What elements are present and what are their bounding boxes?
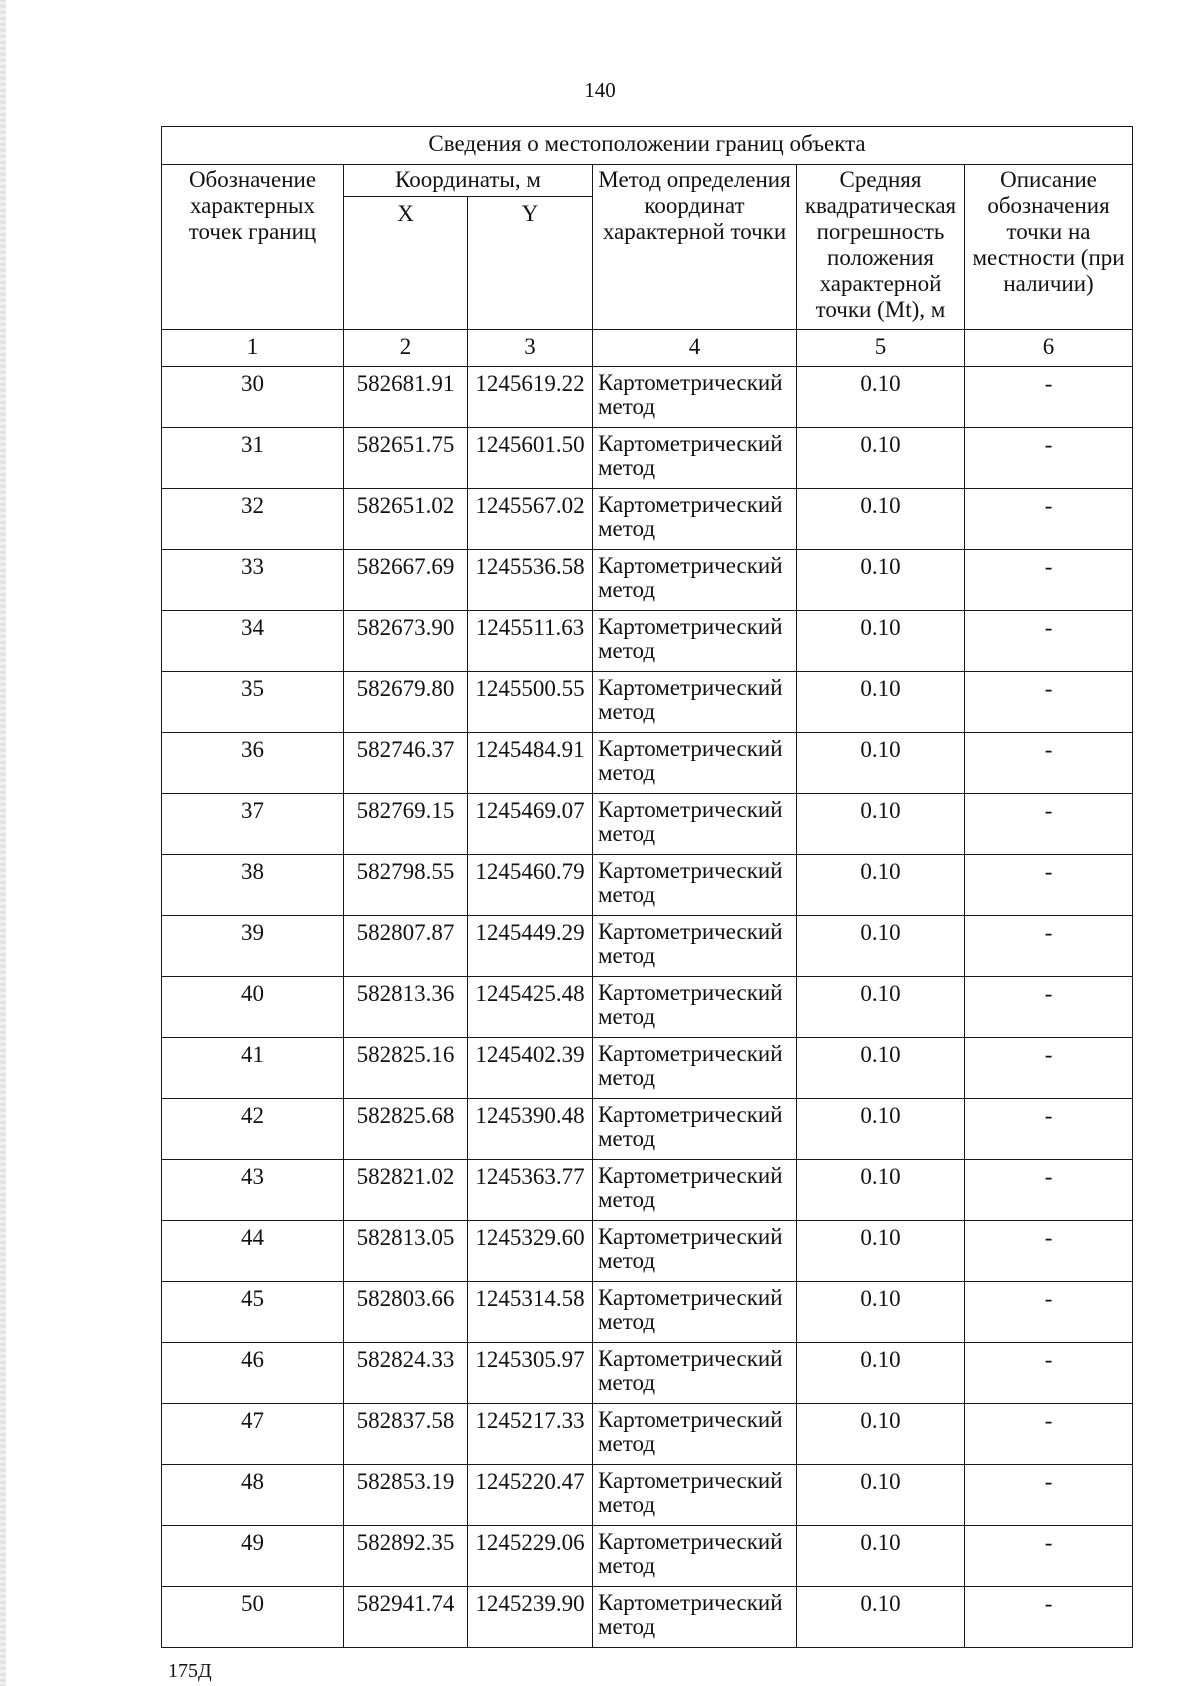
point-cell-text: 33 [241,554,264,579]
method-cell [593,1099,797,1160]
method-cell [593,489,797,550]
x-coordinate-cell-text: 582837.58 [356,1408,455,1433]
x-coordinate-cell-text: 582803.66 [356,1286,455,1311]
method-cell-text: Картометрический метод [598,675,783,724]
column-number: 1 [162,330,344,367]
description-cell [965,733,1133,794]
point-cell-text: 34 [241,615,264,640]
point-cell [162,1160,344,1221]
description-cell-text: - [1044,981,1053,1006]
point-cell [162,1587,344,1648]
error-cell-text: 0.10 [860,737,901,762]
table-row [162,855,1133,916]
y-coordinate-cell [468,855,593,916]
y-coordinate-cell-text: 1245217.33 [475,1408,585,1433]
x-coordinate-cell-text: 582813.36 [356,981,455,1006]
point-cell [162,550,344,611]
error-cell [797,550,965,611]
page-number: 140 [584,78,616,102]
description-cell-text: - [1044,1103,1053,1128]
x-coordinate-cell [344,428,468,489]
error-cell-text: 0.10 [860,1408,901,1433]
error-cell-text: 0.10 [860,981,901,1006]
point-cell [162,672,344,733]
y-coordinate-cell [468,1526,593,1587]
point-cell-text: 39 [241,920,264,945]
description-cell-text: - [1044,1408,1053,1433]
x-coordinate-cell [344,1221,468,1282]
description-cell [965,1282,1133,1343]
point-cell-text: 36 [241,737,264,762]
method-cell [593,1404,797,1465]
description-cell [965,977,1133,1038]
y-coordinate-cell [468,916,593,977]
description-cell [965,1465,1133,1526]
method-cell-text: Картометрический метод [598,797,783,846]
y-coordinate-cell [468,1404,593,1465]
point-cell [162,1404,344,1465]
y-coordinate-cell [468,1282,593,1343]
description-cell [965,1099,1133,1160]
error-cell [797,1404,965,1465]
point-cell-text: 35 [241,676,264,701]
y-coordinate-cell-text: 1245239.90 [475,1591,585,1616]
table-row [162,550,1133,611]
x-coordinate-cell [344,611,468,672]
point-cell-text: 32 [241,493,264,518]
description-cell-text: - [1044,859,1053,884]
point-cell [162,611,344,672]
error-cell [797,1587,965,1648]
point-cell-text: 40 [241,981,264,1006]
y-coordinate-cell [468,977,593,1038]
y-coordinate-cell-text: 1245500.55 [475,676,585,701]
description-cell-text: - [1044,1347,1053,1372]
column-numbers-row [162,330,1133,367]
x-coordinate-cell-text: 582746.37 [356,737,455,762]
error-cell [797,1526,965,1587]
description-cell [965,1587,1133,1648]
point-cell-text: 49 [241,1530,264,1555]
method-cell [593,1160,797,1221]
table-row [162,489,1133,550]
error-cell [797,428,965,489]
error-cell [797,855,965,916]
y-coordinate-cell [468,1221,593,1282]
description-cell [965,489,1133,550]
description-cell-text: - [1044,920,1053,945]
x-coordinate-cell-text: 582825.16 [356,1042,455,1067]
method-cell-text: Картометрический метод [598,919,783,968]
description-cell-text: - [1044,737,1053,762]
method-cell-text: Картометрический метод [598,492,783,541]
y-coordinate-cell-text: 1245601.50 [475,432,585,457]
x-coordinate-cell [344,1343,468,1404]
description-cell-text: - [1044,493,1053,518]
method-cell-text: Картометрический метод [598,1041,783,1090]
error-cell [797,1465,965,1526]
method-cell [593,1282,797,1343]
y-coordinate-cell-text: 1245229.06 [475,1530,585,1555]
x-coordinate-cell [344,1526,468,1587]
point-cell [162,977,344,1038]
description-cell [965,611,1133,672]
table-row [162,428,1133,489]
x-coordinate-cell [344,489,468,550]
y-coordinate-cell-text: 1245402.39 [475,1042,585,1067]
header-error: Средняя квадратическая погрешность положения характерной точки (Mt), м [797,165,965,330]
error-cell-text: 0.10 [860,920,901,945]
error-cell [797,611,965,672]
point-cell-text: 38 [241,859,264,884]
column-number: 6 [965,330,1133,367]
x-coordinate-cell-text: 582892.35 [356,1530,455,1555]
description-cell [965,1038,1133,1099]
column-number: 3 [468,330,593,367]
point-cell [162,1221,344,1282]
method-cell [593,428,797,489]
x-coordinate-cell-text: 582681.91 [356,371,455,396]
method-cell [593,855,797,916]
point-cell-text: 50 [241,1591,264,1616]
method-cell [593,1526,797,1587]
method-cell-text: Картометрический метод [598,1590,783,1639]
description-cell-text: - [1044,1469,1053,1494]
error-cell [797,977,965,1038]
description-cell [965,1404,1133,1465]
error-cell-text: 0.10 [860,554,901,579]
description-cell-text: - [1044,1042,1053,1067]
x-coordinate-cell [344,916,468,977]
method-cell-text: Картометрический метод [598,1468,783,1517]
description-cell-text: - [1044,798,1053,823]
x-coordinate-cell [344,977,468,1038]
x-coordinate-cell [344,1587,468,1648]
point-cell [162,916,344,977]
error-cell [797,1343,965,1404]
y-coordinate-cell-text: 1245305.97 [475,1347,585,1372]
table-row [162,733,1133,794]
error-cell [797,1038,965,1099]
table-row [162,1526,1133,1587]
y-coordinate-cell-text: 1245363.77 [475,1164,585,1189]
method-cell-text: Картометрический метод [598,1346,783,1395]
description-cell-text: - [1044,1286,1053,1311]
error-cell-text: 0.10 [860,1591,901,1616]
x-coordinate-cell [344,367,468,428]
x-coordinate-cell-text: 582679.80 [356,676,455,701]
method-cell [593,1038,797,1099]
method-cell [593,1343,797,1404]
method-cell [593,1221,797,1282]
header-x: X [344,197,468,330]
method-cell-text: Картометрический метод [598,1163,783,1212]
y-coordinate-cell-text: 1245536.58 [475,554,585,579]
error-cell-text: 0.10 [860,798,901,823]
y-coordinate-cell [468,367,593,428]
table-row [162,611,1133,672]
boundary-table [161,126,1133,1648]
error-cell-text: 0.10 [860,1286,901,1311]
error-cell-text: 0.10 [860,493,901,518]
y-coordinate-cell [468,611,593,672]
error-cell-text: 0.10 [860,1225,901,1250]
table-row [162,1343,1133,1404]
table-row [162,367,1133,428]
y-coordinate-cell [468,1099,593,1160]
x-coordinate-cell-text: 582824.33 [356,1347,455,1372]
error-cell [797,1282,965,1343]
y-coordinate-cell-text: 1245511.63 [475,615,585,640]
y-coordinate-cell-text: 1245449.29 [475,920,585,945]
x-coordinate-cell [344,855,468,916]
error-cell [797,672,965,733]
y-coordinate-cell-text: 1245460.79 [475,859,585,884]
x-coordinate-cell [344,672,468,733]
description-cell [965,672,1133,733]
method-cell [593,611,797,672]
x-coordinate-cell [344,1282,468,1343]
description-cell [965,367,1133,428]
column-number: 4 [593,330,797,367]
method-cell [593,367,797,428]
method-cell [593,1465,797,1526]
point-cell-text: 31 [241,432,264,457]
point-cell [162,733,344,794]
method-cell [593,672,797,733]
description-cell-text: - [1044,1530,1053,1555]
method-cell-text: Картометрический метод [598,431,783,480]
point-cell-text: 37 [241,798,264,823]
point-cell [162,1099,344,1160]
error-cell-text: 0.10 [860,676,901,701]
table-row [162,1282,1133,1343]
method-cell [593,1587,797,1648]
point-cell-text: 41 [241,1042,264,1067]
point-cell-text: 44 [241,1225,264,1250]
error-cell-text: 0.10 [860,615,901,640]
description-cell-text: - [1044,1225,1053,1250]
description-cell [965,1343,1133,1404]
y-coordinate-cell [468,1160,593,1221]
x-coordinate-cell-text: 582853.19 [356,1469,455,1494]
x-coordinate-cell [344,1404,468,1465]
x-coordinate-cell-text: 582813.05 [356,1225,455,1250]
header-coords: Координаты, м [344,165,593,197]
x-coordinate-cell [344,550,468,611]
table-row [162,1465,1133,1526]
x-coordinate-cell [344,1038,468,1099]
y-coordinate-cell [468,1465,593,1526]
error-cell [797,1221,965,1282]
x-coordinate-cell [344,1160,468,1221]
error-cell-text: 0.10 [860,1469,901,1494]
x-coordinate-cell-text: 582673.90 [356,615,455,640]
footer-code: 175Д [168,1660,212,1682]
error-cell [797,916,965,977]
description-cell-text: - [1044,432,1053,457]
method-cell [593,733,797,794]
table-row [162,1160,1133,1221]
header-description: Описание обозначения точки на местности (при наличии) [965,165,1133,330]
point-cell-text: 43 [241,1164,264,1189]
y-coordinate-cell-text: 1245390.48 [475,1103,585,1128]
x-coordinate-cell [344,733,468,794]
x-coordinate-cell-text: 582941.74 [356,1591,455,1616]
point-cell [162,428,344,489]
description-cell [965,855,1133,916]
column-number: 2 [344,330,468,367]
point-cell [162,367,344,428]
point-cell [162,855,344,916]
table-row [162,977,1133,1038]
y-coordinate-cell [468,672,593,733]
method-cell [593,977,797,1038]
error-cell [797,367,965,428]
point-cell-text: 45 [241,1286,264,1311]
y-coordinate-cell [468,1587,593,1648]
y-coordinate-cell [468,733,593,794]
description-cell [965,550,1133,611]
method-cell-text: Картометрический метод [598,1102,783,1151]
description-cell-text: - [1044,554,1053,579]
description-cell [965,916,1133,977]
table-row [162,1587,1133,1648]
method-cell [593,550,797,611]
point-cell [162,1526,344,1587]
table-row [162,794,1133,855]
method-cell [593,794,797,855]
y-coordinate-cell-text: 1245619.22 [475,371,585,396]
x-coordinate-cell-text: 582651.75 [356,432,455,457]
point-cell-text: 42 [241,1103,264,1128]
point-cell-text: 48 [241,1469,264,1494]
y-coordinate-cell-text: 1245567.02 [475,493,585,518]
x-coordinate-cell-text: 582667.69 [356,554,455,579]
error-cell-text: 0.10 [860,1103,901,1128]
y-coordinate-cell [468,489,593,550]
error-cell [797,794,965,855]
x-coordinate-cell-text: 582825.68 [356,1103,455,1128]
description-cell [965,1160,1133,1221]
point-cell-text: 47 [241,1408,264,1433]
error-cell-text: 0.10 [860,1164,901,1189]
error-cell-text: 0.10 [860,1042,901,1067]
x-coordinate-cell [344,1099,468,1160]
method-cell-text: Картометрический метод [598,1529,783,1578]
method-cell-text: Картометрический метод [598,553,783,602]
point-cell-text: 46 [241,1347,264,1372]
error-cell-text: 0.10 [860,432,901,457]
header-y: Y [468,197,593,330]
error-cell-text: 0.10 [860,859,901,884]
method-cell-text: Картометрический метод [598,1285,783,1334]
error-cell-text: 0.10 [860,1530,901,1555]
scan-edge [0,0,6,1686]
table-row [162,1221,1133,1282]
x-coordinate-cell-text: 582651.02 [356,493,455,518]
method-cell [593,916,797,977]
error-cell [797,489,965,550]
method-cell-text: Картометрический метод [598,858,783,907]
point-cell [162,1465,344,1526]
point-cell [162,1343,344,1404]
y-coordinate-cell-text: 1245329.60 [475,1225,585,1250]
description-cell [965,428,1133,489]
method-cell-text: Картометрический метод [598,370,783,419]
x-coordinate-cell-text: 582821.02 [356,1164,455,1189]
method-cell-text: Картометрический метод [598,736,783,785]
x-coordinate-cell-text: 582807.87 [356,920,455,945]
y-coordinate-cell-text: 1245425.48 [475,981,585,1006]
error-cell [797,1099,965,1160]
method-cell-text: Картометрический метод [598,614,783,663]
point-cell [162,489,344,550]
point-cell-text: 30 [241,371,264,396]
table-row [162,916,1133,977]
y-coordinate-cell-text: 1245220.47 [475,1469,585,1494]
column-number: 5 [797,330,965,367]
y-coordinate-cell [468,1038,593,1099]
error-cell-text: 0.10 [860,371,901,396]
x-coordinate-cell-text: 582769.15 [356,798,455,823]
point-cell [162,794,344,855]
method-cell-text: Картометрический метод [598,1407,783,1456]
description-cell [965,1526,1133,1587]
y-coordinate-cell-text: 1245469.07 [475,798,585,823]
method-cell-text: Картометрический метод [598,1224,783,1273]
table-row [162,672,1133,733]
error-cell-text: 0.10 [860,1347,901,1372]
header-point: Обозначение характерных точек границ [162,165,344,330]
method-cell-text: Картометрический метод [598,980,783,1029]
x-coordinate-cell-text: 582798.55 [356,859,455,884]
table-row [162,1099,1133,1160]
table-row [162,1404,1133,1465]
table-row [162,1038,1133,1099]
description-cell-text: - [1044,1164,1053,1189]
x-coordinate-cell [344,794,468,855]
description-cell-text: - [1044,615,1053,640]
y-coordinate-cell-text: 1245314.58 [475,1286,585,1311]
y-coordinate-cell [468,550,593,611]
description-cell-text: - [1044,676,1053,701]
description-cell [965,794,1133,855]
table-body [162,367,1133,1648]
y-coordinate-cell [468,1343,593,1404]
description-cell [965,1221,1133,1282]
table-header [162,127,1133,367]
description-cell-text: - [1044,371,1053,396]
point-cell [162,1038,344,1099]
description-cell-text: - [1044,1591,1053,1616]
error-cell [797,1160,965,1221]
y-coordinate-cell [468,428,593,489]
x-coordinate-cell [344,1465,468,1526]
error-cell [797,733,965,794]
y-coordinate-cell-text: 1245484.91 [475,737,585,762]
table-title: Сведения о местоположении границ объекта [162,127,1133,165]
point-cell [162,1282,344,1343]
header-method: Метод определения координат характерной точки [593,165,797,330]
y-coordinate-cell [468,794,593,855]
